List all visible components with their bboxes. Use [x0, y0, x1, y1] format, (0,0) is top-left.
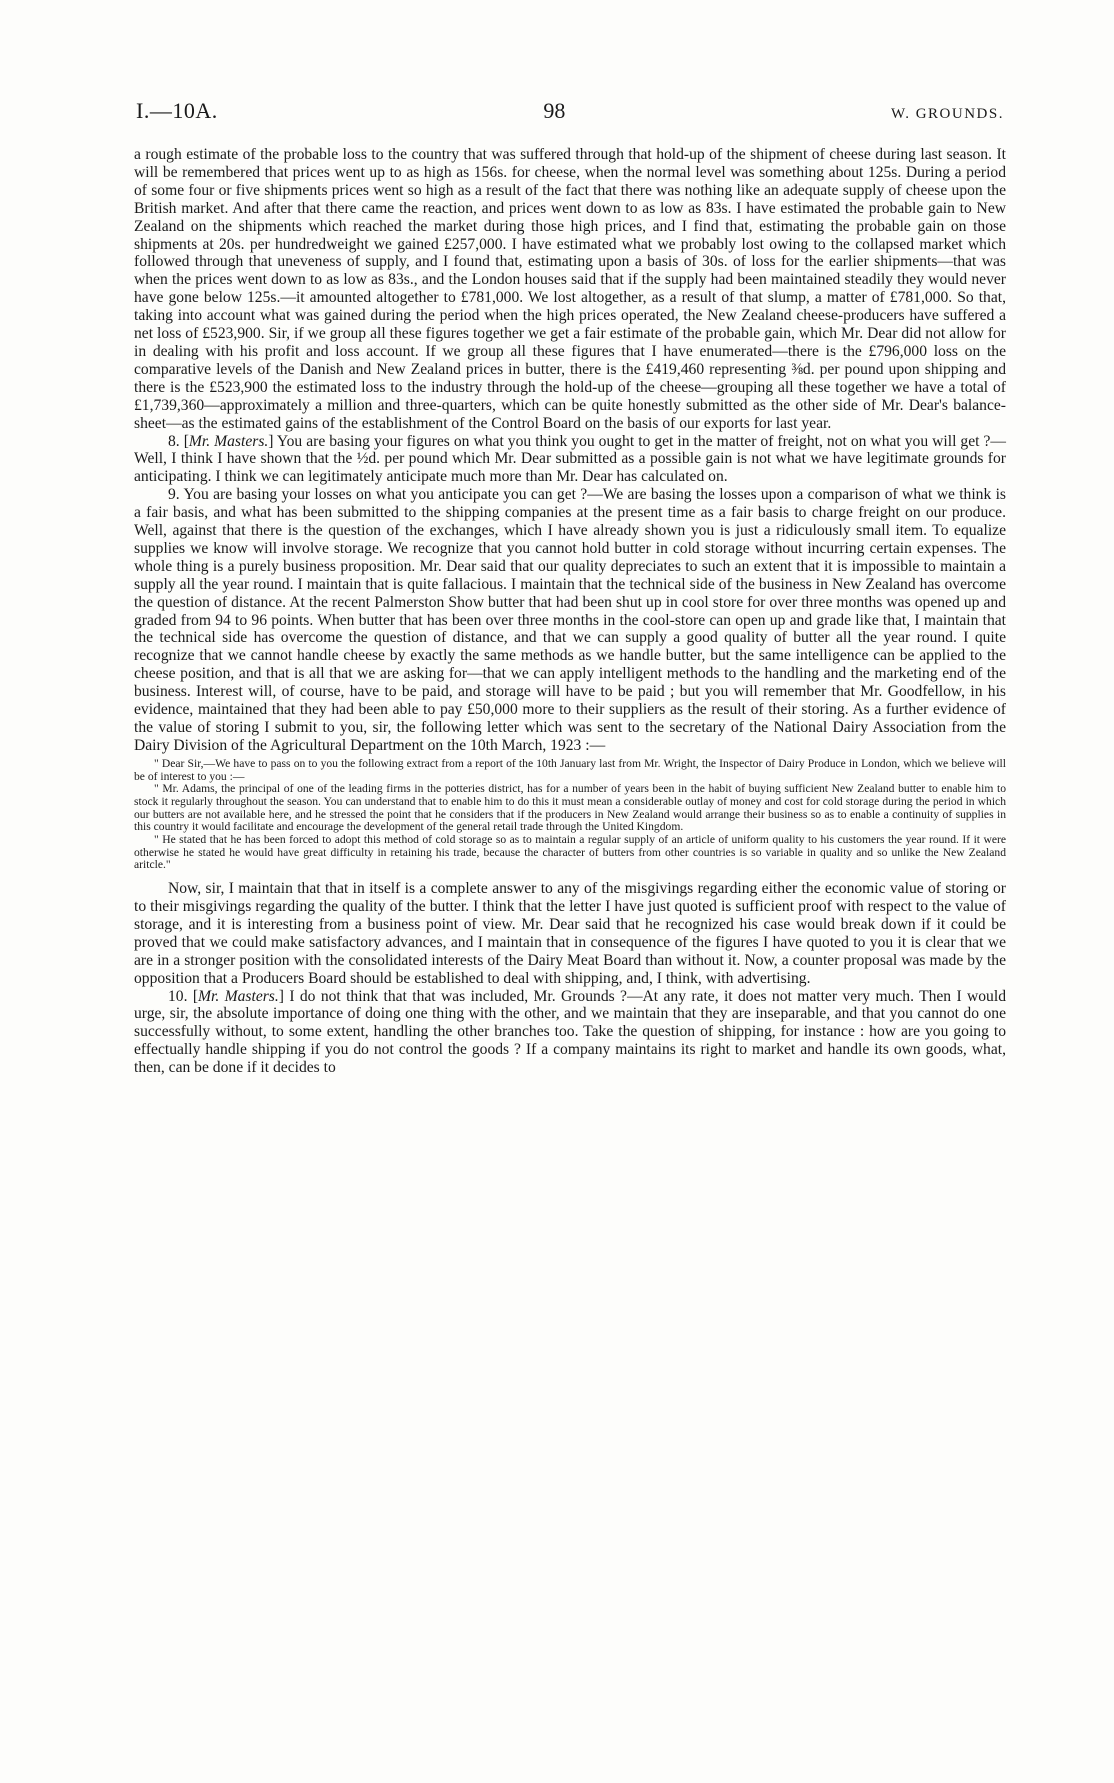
question-number: 10.	[168, 987, 188, 1005]
letter-paragraph: " Dear Sir,—We have to pass on to you the following extract from a report of the 10th January last from Mr. Wright, the Inspector of Dairy Produce in London, which we believe will be of interest to you :—	[134, 756, 1006, 783]
paragraph-continuation: Now, sir, I maintain that that in itself is a complete answer to any of the misgivings regarding either the economic value of storing or to their misgivings regarding the quality of the butter. I think that the letter I have just quoted is sufficient proof with respect to the value of storage, and it is interesting from a business point of view. Mr. Dear said that he recognized his case would break down if it could be proved that we could make satisfactory advances, and I maintain that in consequence of the figures I have quoted to you it is clear that we are in a stronger position with the consolidated interests of the Dairy Meat Board than without it. Now, a counter proposal was made by the opposition that a Producers Board should be established to deal with shipping, and, I think, with advertising.	[134, 880, 1006, 987]
page-header	[136, 98, 1004, 128]
question-8: 8. [Mr. Masters.] You are basing your figures on what you think you ought to get in the matter of freight, not on what you will get ?—Well, I think I have shown that the ½d. per pound which Mr. Dear submitted as a possible gain is not what we have legitimate grounds for anticipating. I think we can legitimately anticipate much more than Mr. Dear has calculated on.	[134, 432, 1006, 486]
quoted-letter	[134, 758, 1006, 872]
letter-paragraph: " He stated that he has been forced to adopt this method of cold storage so as to maintain a regular supply of an article of uniform quality to his customers the year round. If it were otherwise he stated he would have great difficulty in retaining his trade, because the character of butters from other countries is so variable in quality and so unlike the New Zealand aritcle."	[134, 833, 1006, 872]
witness-name: W. GROUNDS.	[890, 106, 1004, 122]
question-text: ] You are basing your figures on what you think you ought to get in the matter of freight, not on what you will get ?—Well, I think I have shown that the ½d. per pound which Mr. Dear submitted as a possible gain is not what we have legitimate grounds for anticipating. I think we can legitimately anticipate much more than Mr. Dear has calculated on.	[134, 432, 1006, 486]
question-number: 8.	[168, 432, 180, 450]
question-speaker: Mr. Masters.	[188, 432, 269, 450]
paragraph-continued: a rough estimate of the probable loss to the country that was suffered through that hold-up of the shipment of cheese during last season. It will be remembered that prices went up to as high as 156s. for cheese, when the normal level was something about 125s. During a period of some four or five shipments prices went so high as a result of the fact that there was nothing like an adequate supply of cheese upon the British market. And after that there came the reaction, and prices went down to as low as 83s. I have estimated the probable gain to New Zealand on the shipments which reached the market during those high prices, and I find that, estimating the probable gain on those shipments at 20s. per hundredweight we gained £257,000. I have estimated what we probably lost owing to the collapsed market which followed through that uneveness of supply, and I found that, estimating upon a basis of 30s. of loss for the earlier shipments—that was when the prices went down to as low as 83s., and the London houses said that if the supply had been maintained steadily they would never have gone below 125s.—it amounted altogether to £781,000. We lost altogether, as a result of that slump, a matter of £781,000. So that, taking into account what was gained during the period when the high prices operated, the New Zealand cheese-producers have suffered a net loss of £523,900. Sir, if we group all these figures together we get a fair estimate of the probable gain, which Mr. Dear did not allow for in dealing with his profit and loss account. If we group all these figures that I have enumerated—there is the £796,000 loss on the comparative levels of the Danish and New Zealand prices in butter, there is the £419,460 representing ⅜d. per pound upon shipping and there is the £523,900 the estimated loss to the industry through the hold-up of the cheese—grouping all these together we have a total of £1,739,360—approximately a million and three-quarters, which can be quite honestly submitted as the other side of Mr. Dear's balance-sheet—as the estimated gains of the establishment of the Control Board on the basis of our exports for last year.	[134, 146, 1006, 432]
question-text: ] I do not think that that was included, Mr. Grounds ?—At any rate, it does not matter very much. Then I would urge, sir, the absolute importance of doing one thing with the other, and we maintain that they are inseparable, and that you cannot do one successfully without, to some extent, handling the other branches too. Take the question of shipping, for instance : how are you going to effectually handle shipping if you do not control the goods ? If a company maintains its right to market and handle its own goods, what, then, can be done if it decides to	[134, 987, 1006, 1077]
letter-paragraph: " Mr. Adams, the principal of one of the leading firms in the potteries district, has for a number of years been in the habit of buying sufficient New Zealand butter to enable him to stock it regularly throughout the season. You can understand that to enable him to do this it must mean a considerable outlay of money and cost for cold storage during the period in which our butters are not available here, and he stressed the point that he considers that if the producers in New Zealand would arrange their business so as to enable a continuity of supplies in this country it would facilitate and encourage the development of the general retail trade through the United Kingdom.	[134, 782, 1006, 834]
question-speaker: Mr. Masters.	[198, 987, 279, 1005]
page-number: 98	[543, 98, 566, 123]
page-body	[134, 146, 1006, 1077]
document-reference: I.—10A.	[136, 98, 218, 123]
question-number: 9.	[168, 486, 180, 504]
question-10: 10. [Mr. Masters.] I do not think that that was included, Mr. Grounds ?—At any rate, it does not matter very much. Then I would urge, sir, the absolute importance of doing one thing with the other, and we maintain that they are inseparable, and that you cannot do one successfully without, to some extent, handling the other branches too. Take the question of shipping, for instance : how are you going to effectually handle shipping if you do not control the goods ? If a company maintains its right to market and handle its own goods, what, then, can be done if it decides to	[134, 987, 1006, 1077]
question-9	[134, 486, 1006, 755]
question-text: You are basing your losses on what you anticipate you can get ?—We are basing the losses upon a comparison of what we think is a fair basis, and what has been submitted to the shipping companies at the present time as a fair basis to charge freight on our produce. Well, against that there is the question of the exchanges, which I have already shown you is just a ridiculously small item. To equalize supplies we know will involve storage. We recognize that you cannot hold butter in cold storage without incurring certain expenses. The whole thing is a purely business proposition. Mr. Dear said that our quality depreciates to such an extent that it is impossible to maintain a supply all the year round. I maintain that is quite fallacious. I maintain that the technical side of the business in New Zealand has overcome the question of distance. At the recent Palmerston Show butter that had been shut up in cool store for over three months was opened up and graded from 94 to 96 points. When butter that has been over three months in the cool-store can open up and grade like that, I maintain that the technical side has overcome the question of distance, and that we can supply a good quality of butter all the year round. I quite recognize that we cannot handle cheese by exactly the same methods as we handle butter, but the same intelligence can be applied to the cheese position, and that is all that we are asking for—that we can apply intelligent methods to the handling and the marketing end of the business. Interest will, of course, have to be paid, and storage will have to be paid ; but you will remember that Mr. Goodfellow, in his evidence, maintained that they had been able to pay £50,000 more to their suppliers as the result of their storing. As a further evidence of the value of storing I submit to you, sir, the following letter which was sent to the secretary of the National Dairy Association from the Dairy Division of the Agricultural Department on the 10th March, 1923 :—	[134, 486, 1006, 754]
